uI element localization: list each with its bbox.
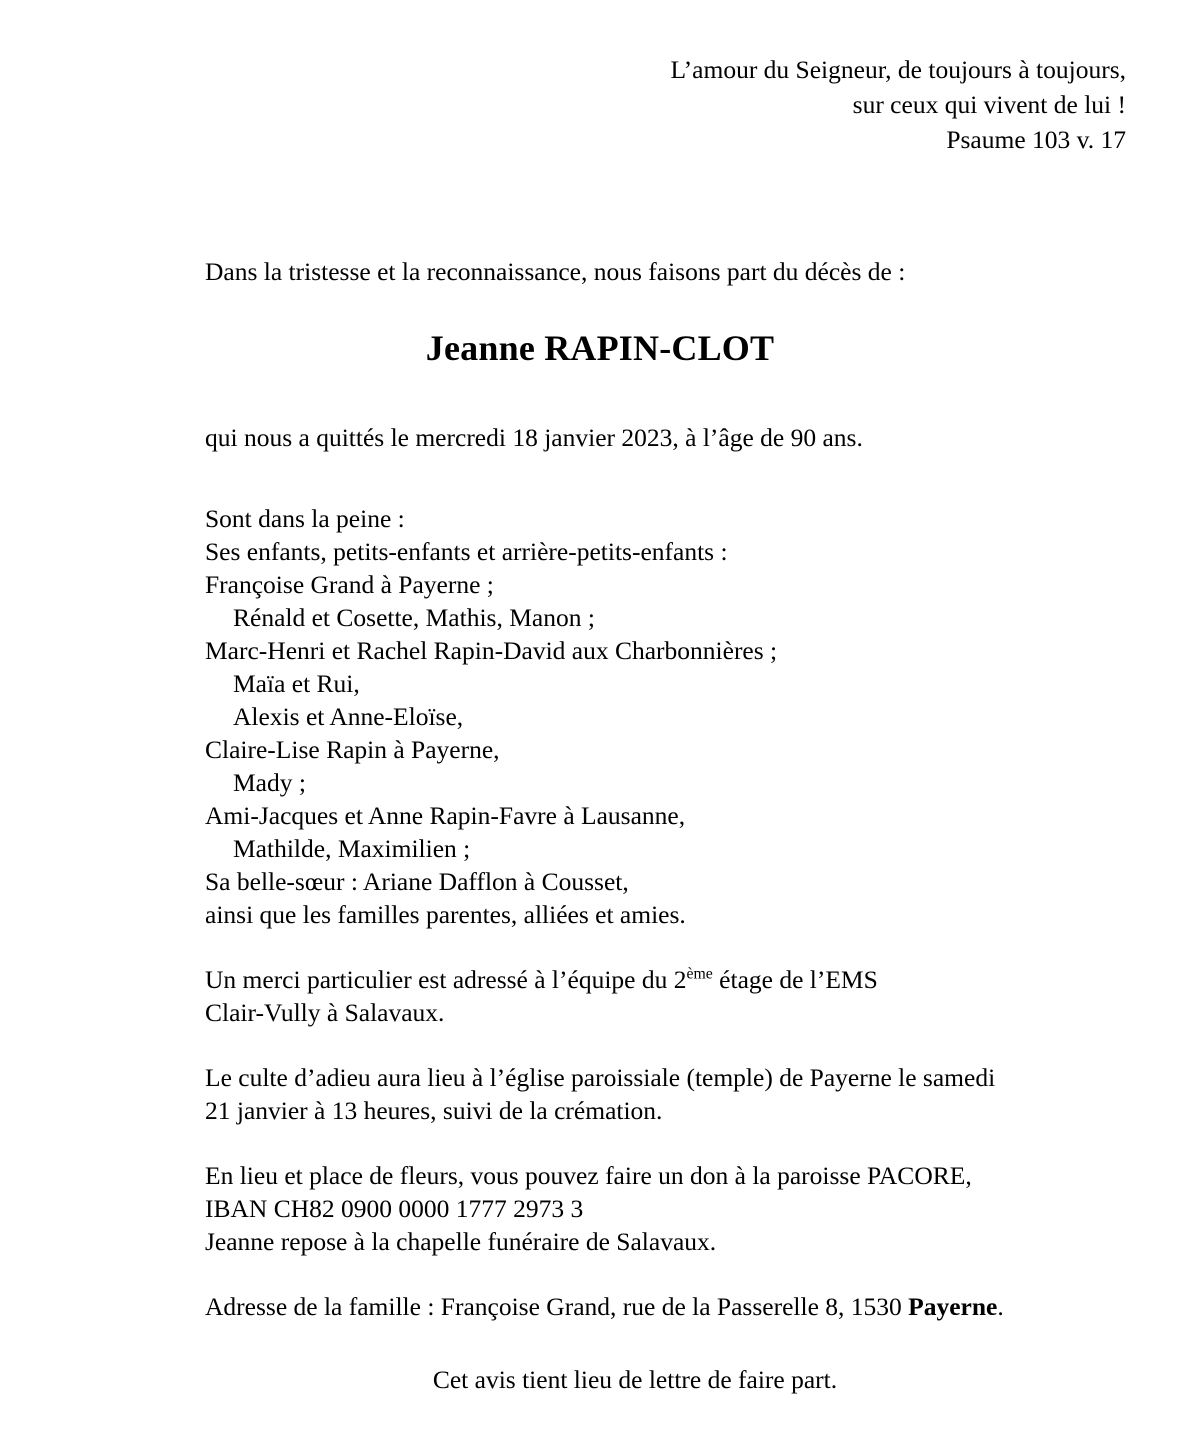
mourners-line: Françoise Grand à Payerne ; <box>205 570 494 599</box>
mourners-line: Ses enfants, petits-enfants et arrière-petits-enfants : <box>205 537 728 566</box>
ordinal-suffix: ème <box>686 965 713 983</box>
family-address-place: Payerne <box>908 1292 998 1321</box>
mourners-block <box>205 502 1125 931</box>
mourners-line: Marc-Henri et Rachel Rapin-David aux Charbonnières ; <box>205 636 778 665</box>
epigraph-source: Psaume 103 v. 17 <box>946 125 1126 154</box>
mourners-line: Mathilde, Maximilien ; <box>233 834 471 863</box>
mourners-line: Ami-Jacques et Anne Rapin-Favre à Lausanne, <box>205 801 686 830</box>
mourners-line: Claire-Lise Rapin à Payerne, <box>205 735 500 764</box>
epigraph-line-2: sur ceux qui vivent de lui ! <box>852 90 1126 119</box>
closing-note: Cet avis tient lieu de lettre de faire part. <box>432 1365 838 1394</box>
mourners-line: Mady ; <box>233 768 306 797</box>
ceremony-line-1: Le culte d’adieu aura lieu à l’église paroissiale (temple) de Payerne le samedi <box>205 1063 996 1092</box>
donations-iban: IBAN CH82 0900 0000 1777 2973 3 <box>205 1194 584 1223</box>
announcement-intro: Dans la tristesse et la reconnaissance, nous faisons part du décès de : <box>205 257 906 286</box>
donations-paragraph <box>205 1159 1125 1258</box>
thanks-line-1-a: Un merci particulier est adressé à l’équipe du 2 <box>205 965 687 994</box>
thanks-line-2: Clair-Vully à Salavaux. <box>205 998 445 1027</box>
mourners-line: Sa belle-sœur : Ariane Dafflon à Cousset, <box>205 867 629 896</box>
thanks-line-1-b: étage de l’EMS <box>712 965 878 994</box>
epigraph-block <box>670 52 1126 157</box>
ceremony-line-2: 21 janvier à 13 heures, suivi de la crémation. <box>205 1096 663 1125</box>
donations-line-1: En lieu et place de fleurs, vous pouvez faire un don à la paroisse PACORE, <box>205 1161 972 1190</box>
epigraph-line-1: L’amour du Seigneur, de toujours à toujours, <box>670 55 1126 84</box>
mourners-line: Rénald et Cosette, Mathis, Manon ; <box>233 603 595 632</box>
mourners-line: Maïa et Rui, <box>233 669 360 698</box>
family-address <box>205 1290 1125 1323</box>
notice-body <box>205 255 1125 1396</box>
mourners-line: ainsi que les familles parentes, alliées et amies. <box>205 900 686 929</box>
deceased-name: Jeanne RAPIN-CLOT <box>425 328 775 368</box>
thanks-paragraph <box>205 963 1125 1029</box>
family-address-text: Adresse de la famille : Françoise Grand, rue de la Passerelle 8, 1530 <box>205 1292 909 1321</box>
mourners-heading: Sont dans la peine : <box>205 504 405 533</box>
family-address-suffix: . <box>997 1292 1004 1321</box>
donations-line-3: Jeanne repose à la chapelle funéraire de Salavaux. <box>205 1227 717 1256</box>
thanks-line-1 <box>205 963 1125 996</box>
mourners-line: Alexis et Anne-Eloïse, <box>233 702 464 731</box>
ceremony-paragraph <box>205 1061 1125 1127</box>
death-details: qui nous a quittés le mercredi 18 janvier 2023, à l’âge de 90 ans. <box>205 423 863 452</box>
